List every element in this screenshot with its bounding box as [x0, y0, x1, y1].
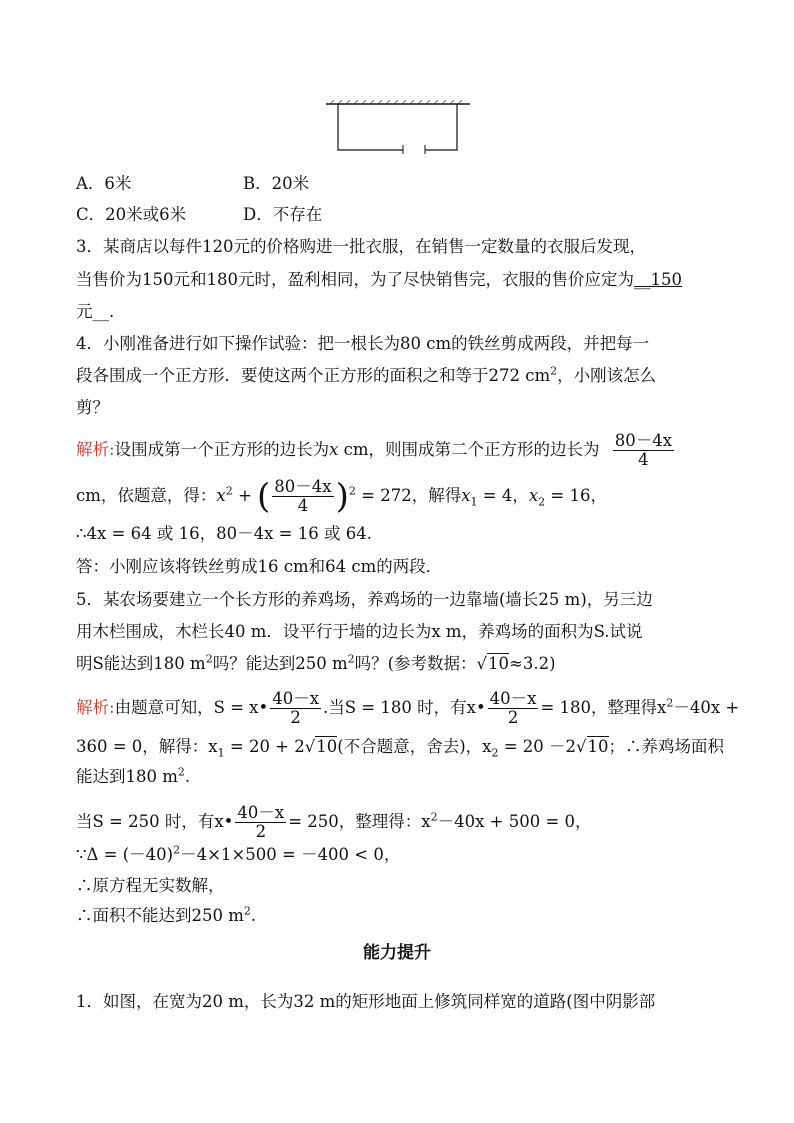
q5-text: 吗？能达到250 m — [212, 654, 348, 673]
q5-text: ≈3.2) — [509, 654, 556, 673]
sub-1: 1 — [470, 495, 478, 509]
q5-line1: 5．某农场要建立一个长方形的养鸡场，养鸡场的一边靠墙(墙长25 m)，另三边 — [76, 590, 653, 609]
q5-sol-text: －40x + — [673, 698, 740, 717]
q5-sol-line6: ∴原方程无实数解， — [76, 876, 225, 895]
fraction — [270, 690, 321, 727]
sup-2: 2 — [177, 765, 185, 779]
q4-line2 — [76, 365, 656, 387]
sup-2: 2 — [348, 484, 356, 498]
q5-text: 明S能达到180 m — [76, 654, 206, 673]
q5-sol-text: .当S = 180 时，有x• — [323, 698, 486, 717]
q5-sol-text: 当S = 250 时，有x• — [76, 812, 234, 831]
solution-label: 解析: — [76, 440, 115, 459]
option-c: C．20米或6米 — [76, 205, 187, 224]
sqrt-radicand: 10 — [488, 654, 510, 673]
q5-line3 — [76, 653, 556, 675]
q5-sol-text: ；∴养鸡场面积 — [608, 737, 725, 756]
fraction — [613, 432, 674, 469]
sup-2: 2 — [430, 810, 438, 824]
q4-sol-text: = 272，解得 — [361, 486, 462, 505]
q5-sol-text: 能达到180 m — [76, 767, 178, 786]
q4-sol-line2: cm，依题意，得：$x^2$ + ( $\frac{80-4x}{4}$ )$^2$ = 272，解得$x_1 = 4$，$x_2 = 16$， — [76, 476, 607, 517]
sup-2: 2 — [666, 696, 674, 710]
q4-line1: 4．小刚准备进行如下操作试验：把一根长为80 cm的铁丝剪成两段，并把每一 — [76, 334, 650, 353]
q4-sol-text-b: cm，则围成第二个正方形的边长为 — [343, 440, 600, 459]
q5-text: 吗？(参考数据： — [354, 654, 477, 673]
sqrt-radicand: 10 — [316, 737, 338, 756]
fraction — [235, 804, 286, 841]
sqrt: √10 — [304, 737, 338, 756]
sup-2: 2 — [243, 904, 251, 918]
q3-text: 当售价为150元和180元时，盈利相同，为了尽快销售完，衣服的售价应定为 — [76, 270, 634, 289]
q4-line3: 剪？ — [76, 398, 109, 417]
fraction-denominator: 4 — [297, 496, 309, 515]
fraction — [272, 478, 333, 515]
sqrt: √10 — [476, 654, 510, 673]
q4-sol-text: cm，依题意，得： — [76, 486, 217, 505]
q5-sol-line5 — [76, 844, 400, 866]
fraction-numerator: 80－4x — [274, 477, 332, 496]
paren-close: ) — [335, 476, 349, 517]
q4-text-b: ，小刚该怎么 — [557, 366, 657, 385]
var-x: x — [216, 486, 226, 505]
q5-sol-text: ∴面积不能达到250 m — [76, 906, 244, 925]
q5-sol-text: = 20 + 2 — [229, 737, 305, 756]
sup-2: 2 — [173, 843, 181, 857]
sup-2: 2 — [205, 652, 213, 666]
q5-sol-text: －4×1×500 = －400 < 0， — [180, 845, 401, 864]
fraction-numerator: 40－x — [272, 689, 320, 708]
q5-sol-text: = 250，整理得：x — [288, 812, 431, 831]
sqrt-radicand: 10 — [587, 737, 609, 756]
q1b-line1: 1．如图，在宽为20 m，长为32 m的矩形地面上修筑同样宽的道路(图中阴影部 — [76, 992, 656, 1011]
q4-sol-text: 设围成第一个正方形的边长为 — [114, 440, 330, 459]
fraction-denominator: 2 — [255, 822, 267, 841]
var-x: x — [528, 486, 539, 505]
q4-sol-text: = 16， — [550, 486, 607, 505]
q5-sol-line3: 能达到180 $m^2$. — [76, 765, 191, 786]
sqrt: √10 — [576, 737, 609, 756]
q3-line3: 元__. — [76, 302, 115, 321]
option-b: B．20米 — [243, 174, 310, 193]
sub-2: 2 — [491, 746, 499, 760]
q4-sup: 2 — [550, 364, 558, 378]
q5-sol-text: 由题意可知，S = x• — [114, 698, 269, 717]
q5-sol-text: = 180，整理得x — [540, 698, 667, 717]
q5-sol-line1 — [76, 690, 739, 727]
fraction-denominator: 2 — [290, 708, 301, 727]
q5-sol-text: ∵Δ = (－40) — [76, 845, 174, 864]
fraction-numerator: 40－x — [237, 803, 285, 822]
fence-diagram — [0, 0, 794, 160]
var-x: x — [461, 486, 471, 505]
section-heading: 能力提升 — [363, 943, 431, 963]
q5-sol-text: (不合题意，舍去)，x — [337, 737, 492, 756]
q4-sol-line3: ∴4x = 64 或 16，80－4x = 16 或 64. — [76, 524, 372, 543]
q3-answer: __150 — [634, 270, 682, 289]
q5-sol-line2 — [76, 736, 724, 758]
q5-sol-text: －40x + 500 = 0， — [437, 812, 592, 831]
q4-answer-line: 答：小刚应该将铁丝剪成16 cm和64 cm的两段． — [76, 557, 443, 576]
fraction-denominator: 4 — [638, 450, 649, 469]
option-d: D．不存在 — [243, 205, 323, 224]
q5-sol-line7: ∴面积不能达到250 $m^2$. — [76, 904, 257, 925]
sup-2: 2 — [347, 652, 355, 666]
q5-line2: 用木栏围成，木栏长40 m．设平行于墙的边长为x m，养鸡场的面积为S.试说 — [76, 622, 643, 641]
q3-line1: 3．某商店以每件120元的价格购进一批衣服，在销售一定数量的衣服后发现， — [76, 237, 646, 256]
fraction-numerator: 40－x — [489, 689, 537, 708]
fraction-numerator: 80－4x — [614, 431, 673, 450]
solution-label: 解析: — [76, 698, 115, 717]
q4-sol-text: = 4， — [482, 486, 529, 505]
q5-sol-text: = 20 －2 — [503, 737, 577, 756]
var-x: x — [329, 440, 339, 459]
sub-2: 2 — [538, 495, 546, 509]
q4-text-a: 段各围成一个正方形．要使这两个正方形的面积之和等于272 cm — [76, 366, 551, 385]
q5-sol-line4 — [76, 804, 592, 841]
sub-1: 1 — [217, 746, 225, 760]
q3-line2 — [76, 269, 682, 291]
fraction — [488, 690, 539, 727]
q5-sol-text: 360 = 0，解得：x — [76, 737, 218, 756]
option-a: A．6米 — [76, 174, 132, 193]
q4-sol-line1 — [76, 432, 676, 469]
paren-open: ( — [257, 476, 271, 517]
fraction-denominator: 2 — [507, 708, 519, 727]
sup-2: 2 — [225, 484, 233, 498]
